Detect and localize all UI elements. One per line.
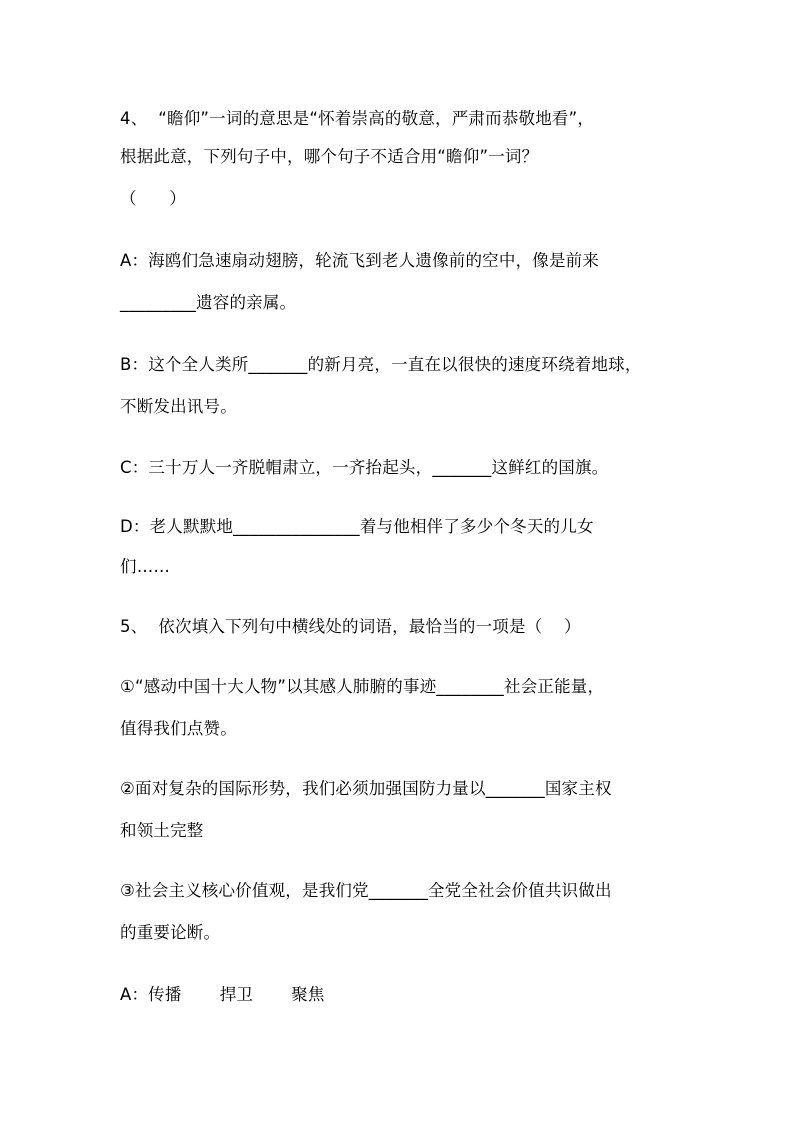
option-d-line-2: 们……	[120, 557, 171, 576]
option-a-answers: A：传播 捍卫 聚焦	[120, 985, 325, 1004]
question-5-stem: 5、 依次填入下列句中横线处的词语，最恰当的一项是（ ）	[120, 617, 581, 636]
question-4-stem-line-1: 4、 “瞻仰”一词的意思是“怀着崇高的敬意，严肃而恭敬地看”，	[120, 109, 595, 128]
option-b-line-2: 不断发出讯号。	[120, 397, 237, 416]
sentence-2-line-1: ②面对复杂的国际形势，我们必须加强国防力量以_______国家主权	[120, 779, 612, 798]
option-a-line-1: A：海鸥们急速扇动翅膀，轮流飞到老人遗像前的空中，像是前来	[120, 251, 600, 270]
question-4-stem-line-2: 根据此意，下列句子中，哪个句子不适合用“瞻仰”一词？	[120, 147, 539, 166]
sentence-2-line-2: 和领土完整	[120, 821, 204, 840]
sentence-1-line-2: 值得我们点赞。	[120, 719, 237, 738]
answer-parentheses: （ ）	[120, 189, 187, 208]
sentence-3-line-1: ③社会主义核心价值观，是我们党_______全党全社会价值共识做出	[120, 881, 612, 900]
option-a-line-2: _________遗容的亲属。	[120, 293, 297, 312]
sentence-3-line-2: 的重要论断。	[120, 923, 221, 942]
sentence-1-line-1: ①“感动中国十大人物”以其感人肺腑的事迹________社会正能量，	[120, 677, 605, 696]
option-c-line-1: C：三十万人一齐脱帽肃立，一齐抬起头，_______这鲜红的国旗。	[120, 458, 609, 477]
option-b-line-1: B：这个全人类所_______的新月亮，一直在以很快的速度环绕着地球，	[120, 355, 642, 374]
option-d-line-1: D：老人默默地_______________着与他相伴了多少个冬天的儿女	[120, 517, 594, 536]
